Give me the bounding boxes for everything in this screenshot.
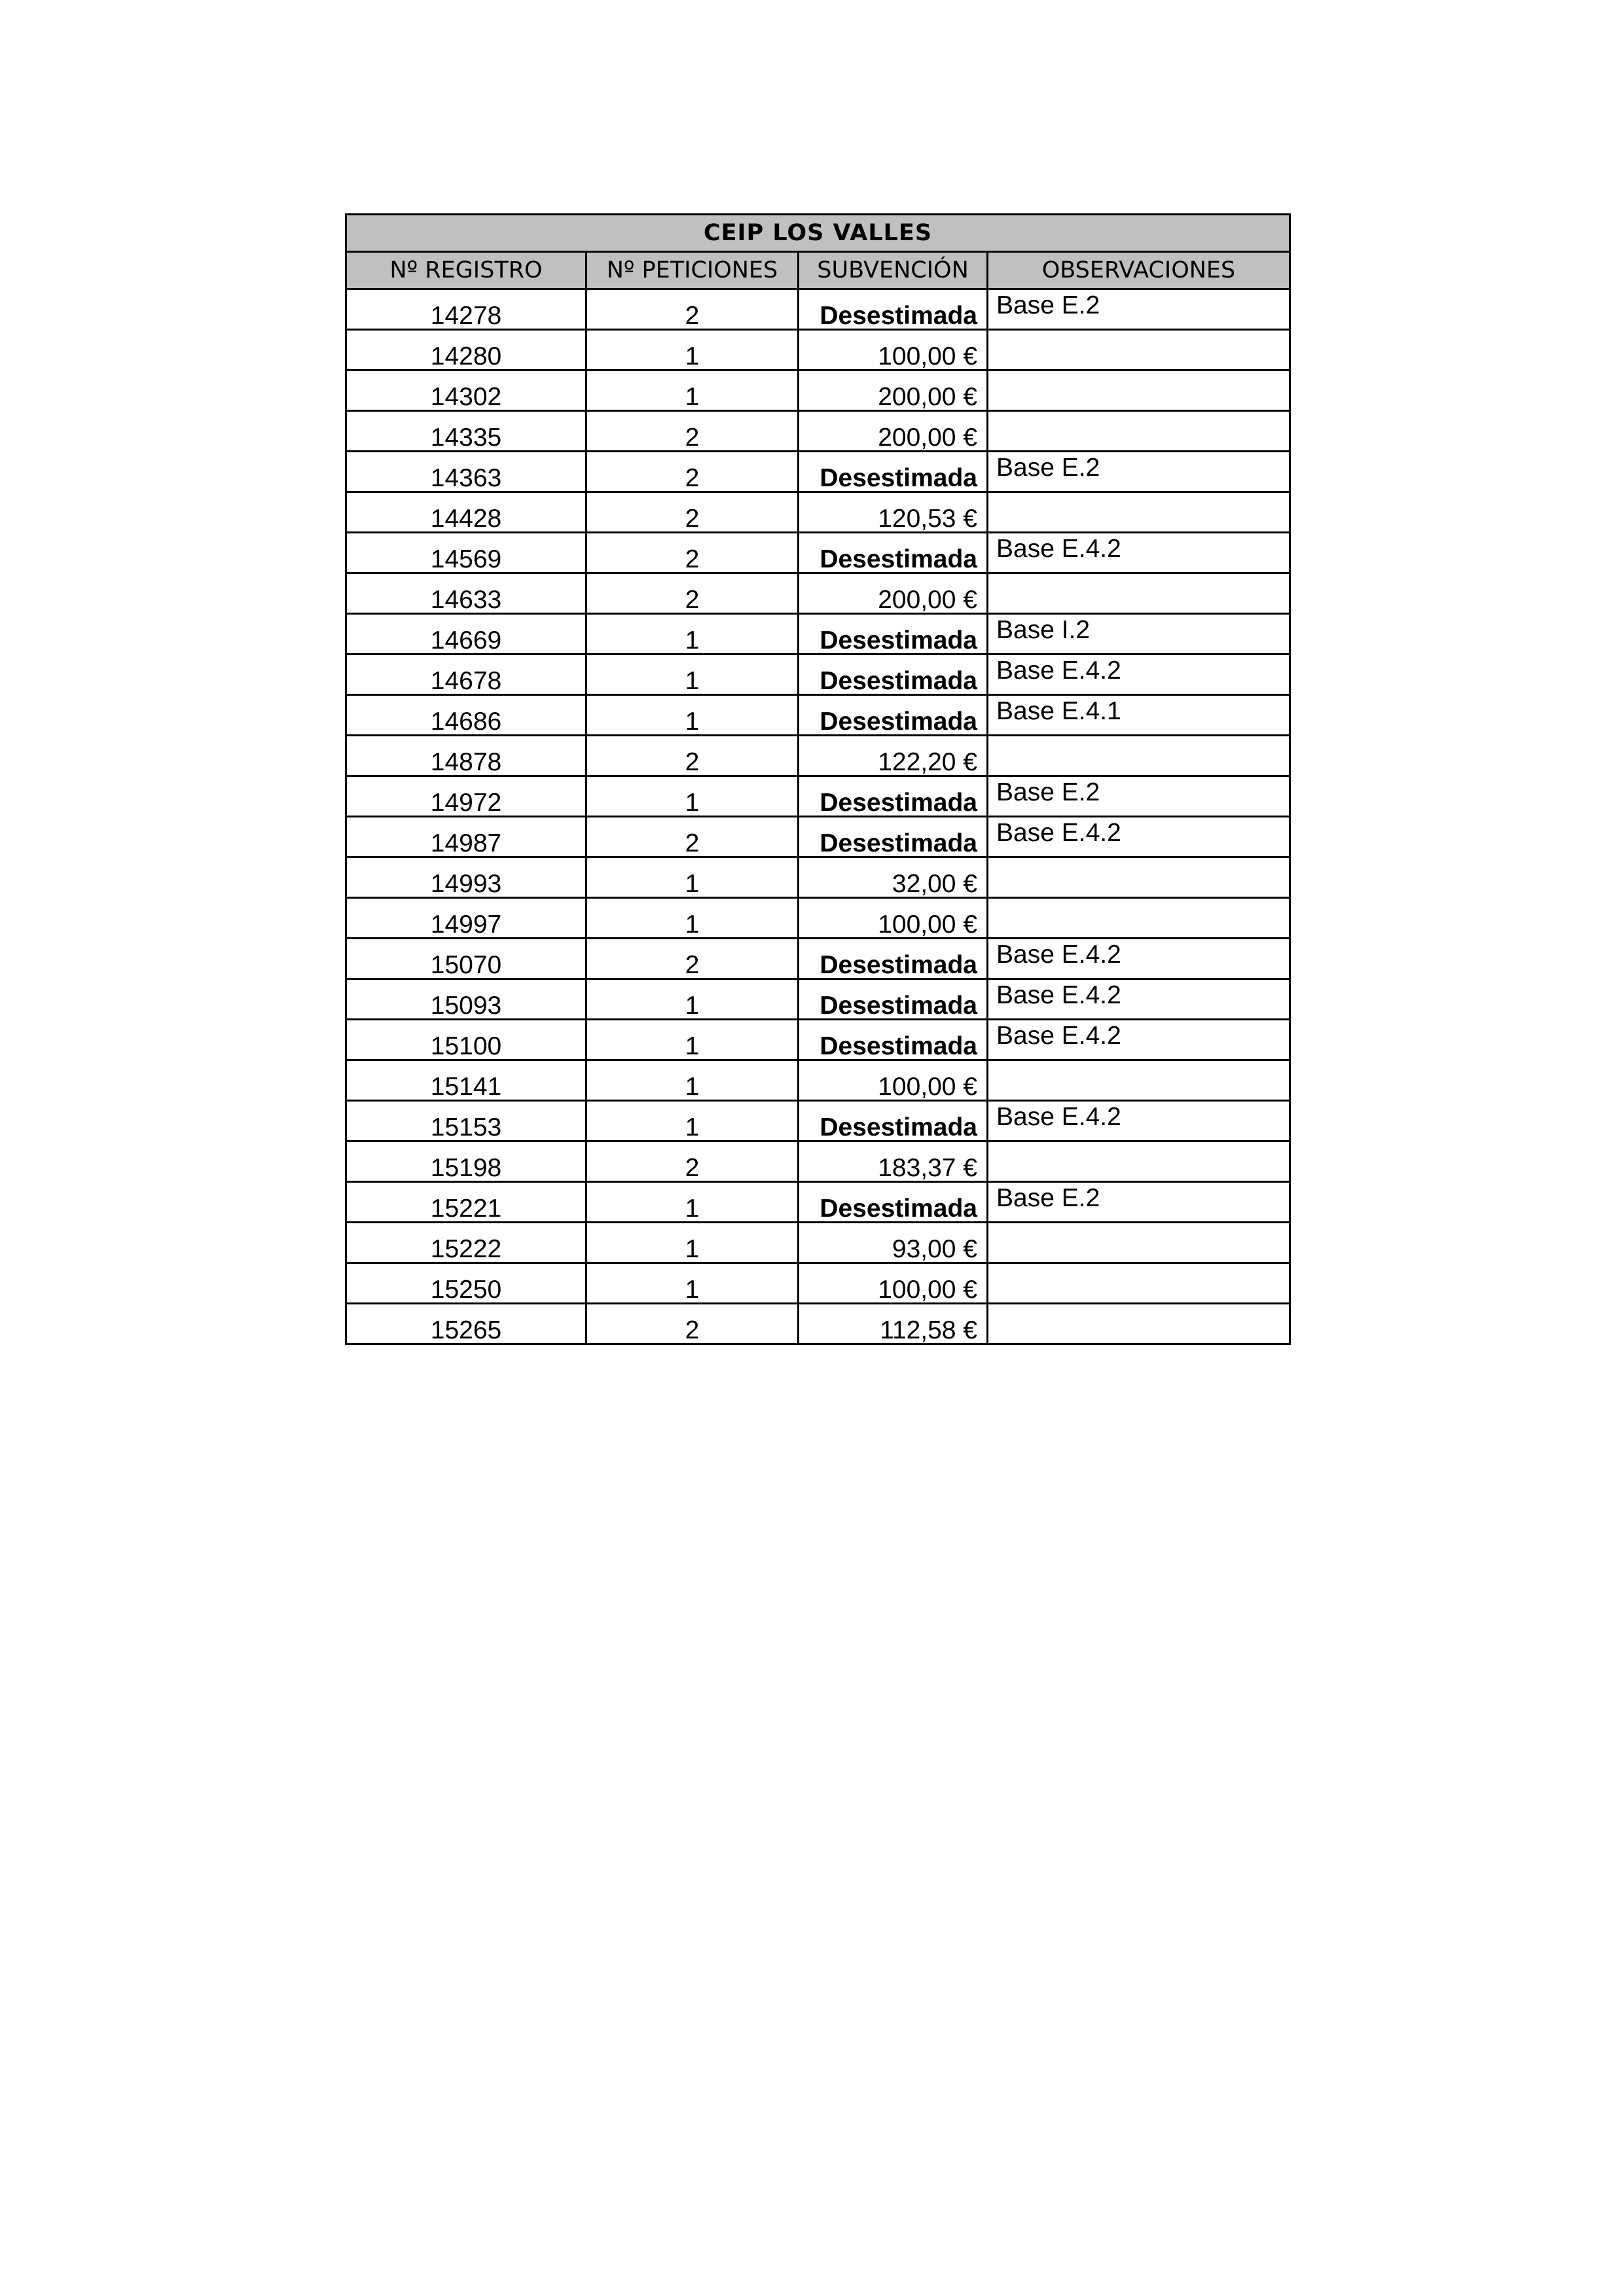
table-body — [346, 289, 1290, 1344]
subvencion-cell: 122,20 € — [799, 736, 988, 776]
registro-cell: 15070 — [346, 939, 586, 979]
peticiones-cell: 1 — [586, 1020, 799, 1060]
peticiones-cell: 1 — [586, 655, 799, 695]
table-row — [346, 979, 1290, 1020]
observaciones-cell — [988, 1141, 1290, 1182]
peticiones-cell: 2 — [586, 736, 799, 776]
peticiones-cell: 1 — [586, 1182, 799, 1223]
observaciones-cell: Base E.4.1 — [988, 695, 1290, 736]
subvencion-cell: Desestimada — [799, 614, 988, 655]
observaciones-cell — [988, 898, 1290, 939]
peticiones-cell: 2 — [586, 573, 799, 614]
observaciones-cell — [988, 330, 1290, 370]
table-row — [346, 1263, 1290, 1304]
observaciones-cell: Base E.2 — [988, 452, 1290, 492]
observaciones-cell — [988, 1223, 1290, 1263]
registro-cell: 14428 — [346, 492, 586, 533]
subvencion-cell: Desestimada — [799, 289, 988, 330]
subvencion-cell: 112,58 € — [799, 1304, 988, 1344]
observaciones-cell: Base E.4.2 — [988, 1101, 1290, 1141]
observaciones-cell — [988, 857, 1290, 898]
subvencion-cell: Desestimada — [799, 655, 988, 695]
subvencion-cell: Desestimada — [799, 979, 988, 1020]
header-observaciones: OBSERVACIONES — [988, 252, 1290, 289]
table-row — [346, 939, 1290, 979]
table-title: CEIP LOS VALLES — [346, 215, 1290, 252]
peticiones-cell: 1 — [586, 695, 799, 736]
table-row — [346, 289, 1290, 330]
observaciones-cell: Base E.4.2 — [988, 1020, 1290, 1060]
registro-cell: 15153 — [346, 1101, 586, 1141]
peticiones-cell: 1 — [586, 1101, 799, 1141]
header-subvencion: SUBVENCIÓN — [799, 252, 988, 289]
subvencion-cell: Desestimada — [799, 452, 988, 492]
table-row — [346, 1060, 1290, 1101]
peticiones-cell: 1 — [586, 370, 799, 411]
subvencion-cell: 32,00 € — [799, 857, 988, 898]
subvencion-cell: 200,00 € — [799, 411, 988, 452]
subvencion-cell: 200,00 € — [799, 370, 988, 411]
registro-cell: 14280 — [346, 330, 586, 370]
peticiones-cell: 2 — [586, 492, 799, 533]
registro-cell: 14993 — [346, 857, 586, 898]
registro-cell: 14302 — [346, 370, 586, 411]
observaciones-cell — [988, 1304, 1290, 1344]
observaciones-cell: Base E.2 — [988, 776, 1290, 817]
registro-cell: 14335 — [346, 411, 586, 452]
subvencion-cell: Desestimada — [799, 1020, 988, 1060]
subvencion-cell: Desestimada — [799, 695, 988, 736]
registro-cell: 14669 — [346, 614, 586, 655]
subvencion-cell: 100,00 € — [799, 1263, 988, 1304]
table-row — [346, 736, 1290, 776]
table-row — [346, 573, 1290, 614]
peticiones-cell: 1 — [586, 614, 799, 655]
table-row — [346, 817, 1290, 857]
observaciones-cell: Base I.2 — [988, 614, 1290, 655]
peticiones-cell: 2 — [586, 533, 799, 573]
observaciones-cell: Base E.4.2 — [988, 533, 1290, 573]
registro-cell: 14972 — [346, 776, 586, 817]
observaciones-cell: Base E.4.2 — [988, 655, 1290, 695]
registro-cell: 15198 — [346, 1141, 586, 1182]
registro-cell: 15222 — [346, 1223, 586, 1263]
header-peticiones: Nº PETICIONES — [586, 252, 799, 289]
table-header-row — [346, 252, 1290, 289]
table-row — [346, 492, 1290, 533]
table-row — [346, 776, 1290, 817]
registro-cell: 14278 — [346, 289, 586, 330]
observaciones-cell: Base E.4.2 — [988, 817, 1290, 857]
table-row — [346, 1101, 1290, 1141]
table-row — [346, 452, 1290, 492]
table-row — [346, 614, 1290, 655]
registro-cell: 15221 — [346, 1182, 586, 1223]
observaciones-cell — [988, 1060, 1290, 1101]
observaciones-cell — [988, 492, 1290, 533]
peticiones-cell: 1 — [586, 979, 799, 1020]
peticiones-cell: 2 — [586, 411, 799, 452]
registro-cell: 14569 — [346, 533, 586, 573]
observaciones-cell — [988, 736, 1290, 776]
peticiones-cell: 1 — [586, 857, 799, 898]
table-title-row — [346, 215, 1290, 252]
registro-cell: 15093 — [346, 979, 586, 1020]
subvencion-cell: 100,00 € — [799, 898, 988, 939]
table-row — [346, 533, 1290, 573]
peticiones-cell: 1 — [586, 898, 799, 939]
peticiones-cell: 2 — [586, 452, 799, 492]
subvencion-cell: 200,00 € — [799, 573, 988, 614]
peticiones-cell: 1 — [586, 330, 799, 370]
table-row — [346, 655, 1290, 695]
observaciones-cell: Base E.2 — [988, 1182, 1290, 1223]
peticiones-cell: 2 — [586, 939, 799, 979]
peticiones-cell: 2 — [586, 1304, 799, 1344]
subvencion-cell: 100,00 € — [799, 1060, 988, 1101]
observaciones-cell — [988, 370, 1290, 411]
observaciones-cell: Base E.4.2 — [988, 939, 1290, 979]
subvencion-cell: 183,37 € — [799, 1141, 988, 1182]
registro-cell: 15250 — [346, 1263, 586, 1304]
registro-cell: 14987 — [346, 817, 586, 857]
subvencion-cell: Desestimada — [799, 939, 988, 979]
subvencion-cell: Desestimada — [799, 533, 988, 573]
peticiones-cell: 1 — [586, 1223, 799, 1263]
table-row — [346, 411, 1290, 452]
header-registro: Nº REGISTRO — [346, 252, 586, 289]
registro-cell: 15265 — [346, 1304, 586, 1344]
table-row — [346, 695, 1290, 736]
peticiones-cell: 1 — [586, 1263, 799, 1304]
table-row — [346, 898, 1290, 939]
subvencion-cell: 100,00 € — [799, 330, 988, 370]
table-row — [346, 1182, 1290, 1223]
peticiones-cell: 2 — [586, 1141, 799, 1182]
observaciones-cell: Base E.4.2 — [988, 979, 1290, 1020]
registro-cell: 14878 — [346, 736, 586, 776]
registro-cell: 14363 — [346, 452, 586, 492]
table-row — [346, 370, 1290, 411]
table-row — [346, 330, 1290, 370]
registro-cell: 14633 — [346, 573, 586, 614]
registro-cell: 15141 — [346, 1060, 586, 1101]
table-row — [346, 857, 1290, 898]
peticiones-cell: 2 — [586, 817, 799, 857]
peticiones-cell: 2 — [586, 289, 799, 330]
registro-cell: 14686 — [346, 695, 586, 736]
table-row — [346, 1141, 1290, 1182]
subvencion-cell: Desestimada — [799, 1101, 988, 1141]
registro-cell: 15100 — [346, 1020, 586, 1060]
peticiones-cell: 1 — [586, 1060, 799, 1101]
registro-cell: 14997 — [346, 898, 586, 939]
table-row — [346, 1020, 1290, 1060]
observaciones-cell: Base E.2 — [988, 289, 1290, 330]
observaciones-cell — [988, 411, 1290, 452]
table-row — [346, 1304, 1290, 1344]
subsidy-table — [345, 213, 1291, 1345]
subvencion-cell: 93,00 € — [799, 1223, 988, 1263]
subvencion-cell: Desestimada — [799, 1182, 988, 1223]
observaciones-cell — [988, 573, 1290, 614]
observaciones-cell — [988, 1263, 1290, 1304]
table-row — [346, 1223, 1290, 1263]
registro-cell: 14678 — [346, 655, 586, 695]
subvencion-cell: Desestimada — [799, 817, 988, 857]
subvencion-cell: 120,53 € — [799, 492, 988, 533]
subvencion-cell: Desestimada — [799, 776, 988, 817]
peticiones-cell: 1 — [586, 776, 799, 817]
